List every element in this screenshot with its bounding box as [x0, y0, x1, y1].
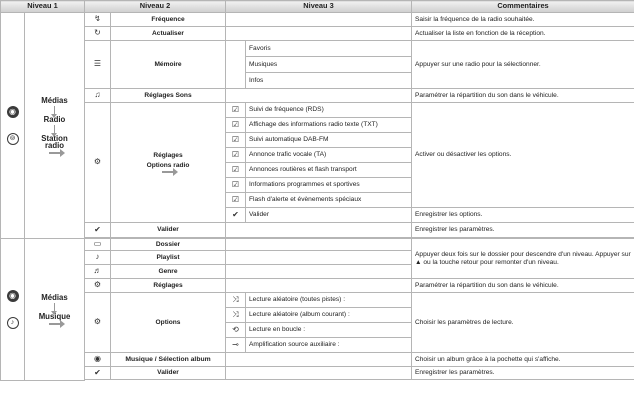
reglages-label: Réglages	[153, 151, 183, 159]
empty-cell	[226, 239, 412, 251]
music-section-icons	[1, 239, 25, 381]
repeat-icon[interactable]: ⟲	[226, 323, 246, 338]
empty-cell	[226, 223, 412, 238]
frequency-icon[interactable]: ↯	[85, 13, 111, 27]
right-arrow-icon	[49, 323, 61, 325]
radio-icon: ◉	[7, 106, 19, 118]
table-row	[1, 13, 634, 27]
radio-section-icons	[1, 13, 25, 239]
checkbox-icon[interactable]: ☑	[226, 163, 246, 178]
right-arrow-icon	[49, 152, 61, 154]
menu-item-memoire[interactable]: Mémoire	[111, 41, 226, 89]
comment-cell: Enregistrer les options.	[412, 208, 634, 223]
submenu-musiques[interactable]: Musiques	[246, 57, 412, 73]
empty-cell	[226, 265, 412, 279]
menu-item-options[interactable]: Options	[111, 293, 226, 353]
n1-radio-label: Radio	[43, 114, 66, 124]
comment-cell: Activer ou désactiver les options.	[412, 103, 634, 208]
settings-icon[interactable]: ⚙	[85, 293, 111, 353]
radio-icon: ◉	[7, 290, 19, 302]
sound-settings-icon[interactable]: ♫	[85, 89, 111, 103]
music-source-icon: ♪	[7, 317, 19, 329]
header-niveau-2: Niveau 2	[85, 1, 226, 13]
radio-section-path	[25, 13, 85, 239]
shuffle-icon[interactable]: ⤨	[226, 293, 246, 308]
table-row	[1, 293, 634, 308]
table-row	[1, 27, 634, 41]
options-radio-label: Options radio	[146, 162, 190, 169]
menu-item-dossier[interactable]: Dossier	[111, 239, 226, 251]
down-arrow-icon	[54, 125, 55, 134]
checkbox-icon[interactable]: ☑	[226, 118, 246, 133]
menu-item-genre[interactable]: Genre	[111, 265, 226, 279]
comment-cell: Enregistrer les paramètres.	[412, 223, 634, 238]
n1-musique-label: Musique	[38, 311, 71, 321]
folder-icon[interactable]: ▭	[85, 239, 111, 251]
empty-cell	[226, 251, 412, 265]
refresh-icon[interactable]: ↻	[85, 27, 111, 41]
option-shuffle-album[interactable]: Lecture aléatoire (album courant) :	[246, 308, 412, 323]
table-row	[1, 223, 634, 238]
menu-item-selection-album[interactable]: Musique / Sélection album	[111, 353, 226, 367]
table-row	[1, 41, 634, 57]
option-flash-transport[interactable]: Annonces routières et flash transport	[246, 163, 412, 178]
check-icon[interactable]: ✔	[226, 208, 246, 223]
n1-medias-label: Médias	[41, 292, 68, 302]
menu-item-reglages-sons[interactable]: Réglages Sons	[111, 89, 226, 103]
comment-cell: Appuyer sur une radio pour la sélectionner.	[412, 41, 634, 89]
empty-cell	[226, 367, 412, 380]
settings-icon[interactable]: ⚙	[85, 279, 111, 293]
aux-icon[interactable]: ⊸	[226, 338, 246, 353]
header-niveau-3: Niveau 3	[226, 1, 412, 13]
comment-cell: Actualiser la liste en fonction de la réception.	[412, 27, 634, 41]
header-niveau-1: Niveau 1	[1, 1, 85, 13]
menu-item-actualiser[interactable]: Actualiser	[111, 27, 226, 41]
option-valider[interactable]: Valider	[246, 208, 412, 223]
menu-item-valider[interactable]: Valider	[111, 367, 226, 380]
table-row	[1, 89, 634, 103]
spacer-row	[1, 380, 634, 381]
note-icon[interactable]: ♪	[85, 251, 111, 265]
submenu-infos[interactable]: Infos	[246, 73, 412, 89]
option-repeat[interactable]: Lecture en boucle :	[246, 323, 412, 338]
comment-cell: Paramétrer la répartition du son dans le véhicule.	[412, 279, 634, 293]
n1-station-label: Station	[41, 133, 68, 143]
header-commentaires: Commentaires	[412, 1, 634, 13]
n1-medias-label: Médias	[41, 95, 68, 105]
option-aux-amplification[interactable]: Amplification source auxiliaire :	[246, 338, 412, 353]
music-section-path	[25, 239, 85, 381]
check-icon[interactable]: ✔	[85, 223, 111, 238]
down-arrow-icon	[54, 303, 55, 312]
option-dab-fm[interactable]: Suivi automatique DAB-FM	[246, 133, 412, 148]
menu-item-playlist[interactable]: Playlist	[111, 251, 226, 265]
header-row	[1, 1, 634, 13]
list-icon[interactable]: ☰	[85, 41, 111, 89]
table-row	[1, 239, 634, 251]
n1-station-label-2: radio	[44, 141, 65, 151]
down-arrow-icon	[54, 106, 55, 115]
comment-cell: Appuyer deux fois sur le dossier pour descendre d'un niveau. Appuyer sur ▲ ou la touche retour pour remonter d'un niveau.	[412, 239, 634, 279]
option-ta[interactable]: Annonce trafic vocale (TA)	[246, 148, 412, 163]
table-row	[1, 367, 634, 380]
checkbox-icon[interactable]: ☑	[226, 193, 246, 208]
comment-cell: Enregistrer les paramètres.	[412, 367, 634, 380]
table-row	[1, 103, 634, 118]
menu-item-frequence[interactable]: Fréquence	[111, 13, 226, 27]
menu-item-valider[interactable]: Valider	[111, 223, 226, 238]
comment-cell: Paramétrer la répartition du son dans le véhicule.	[412, 89, 634, 103]
genre-icon[interactable]: ♬	[85, 265, 111, 279]
menu-item-reglages[interactable]	[111, 103, 226, 223]
check-icon[interactable]: ✔	[85, 367, 111, 380]
option-shuffle-all[interactable]: Lecture aléatoire (toutes pistes) :	[246, 293, 412, 308]
checkbox-icon[interactable]: ☑	[226, 178, 246, 193]
table-row	[1, 279, 634, 293]
comment-cell: Choisir un album grâce à la pochette qui s'affiche.	[412, 353, 634, 367]
option-rds[interactable]: Suivi de fréquence (RDS)	[246, 103, 412, 118]
empty-cell	[226, 41, 246, 89]
album-icon[interactable]: ◉	[85, 353, 111, 367]
option-programmes[interactable]: Informations programmes et sportives	[246, 178, 412, 193]
empty-cell	[226, 279, 412, 293]
right-arrow-icon	[162, 171, 174, 173]
option-alertes[interactable]: Flash d'alerte et évènements spéciaux	[246, 193, 412, 208]
empty-cell	[226, 27, 412, 41]
empty-cell	[226, 353, 412, 367]
settings-icon[interactable]: ⚙	[85, 103, 111, 223]
antenna-icon: ⊚	[7, 133, 19, 145]
shuffle-icon[interactable]: ⤨	[226, 308, 246, 323]
menu-item-reglages[interactable]: Réglages	[111, 279, 226, 293]
table-row	[1, 353, 634, 367]
comment-cell: Saisir la fréquence de la radio souhaitée.	[412, 13, 634, 27]
empty-cell	[226, 13, 412, 27]
checkbox-icon[interactable]: ☑	[226, 133, 246, 148]
option-txt[interactable]: Affichage des informations radio texte (TXT)	[246, 118, 412, 133]
checkbox-icon[interactable]: ☑	[226, 148, 246, 163]
comment-cell: Choisir les paramètres de lecture.	[412, 293, 634, 353]
empty-cell	[226, 89, 412, 103]
submenu-favoris[interactable]: Favoris	[246, 41, 412, 57]
checkbox-icon[interactable]: ☑	[226, 103, 246, 118]
